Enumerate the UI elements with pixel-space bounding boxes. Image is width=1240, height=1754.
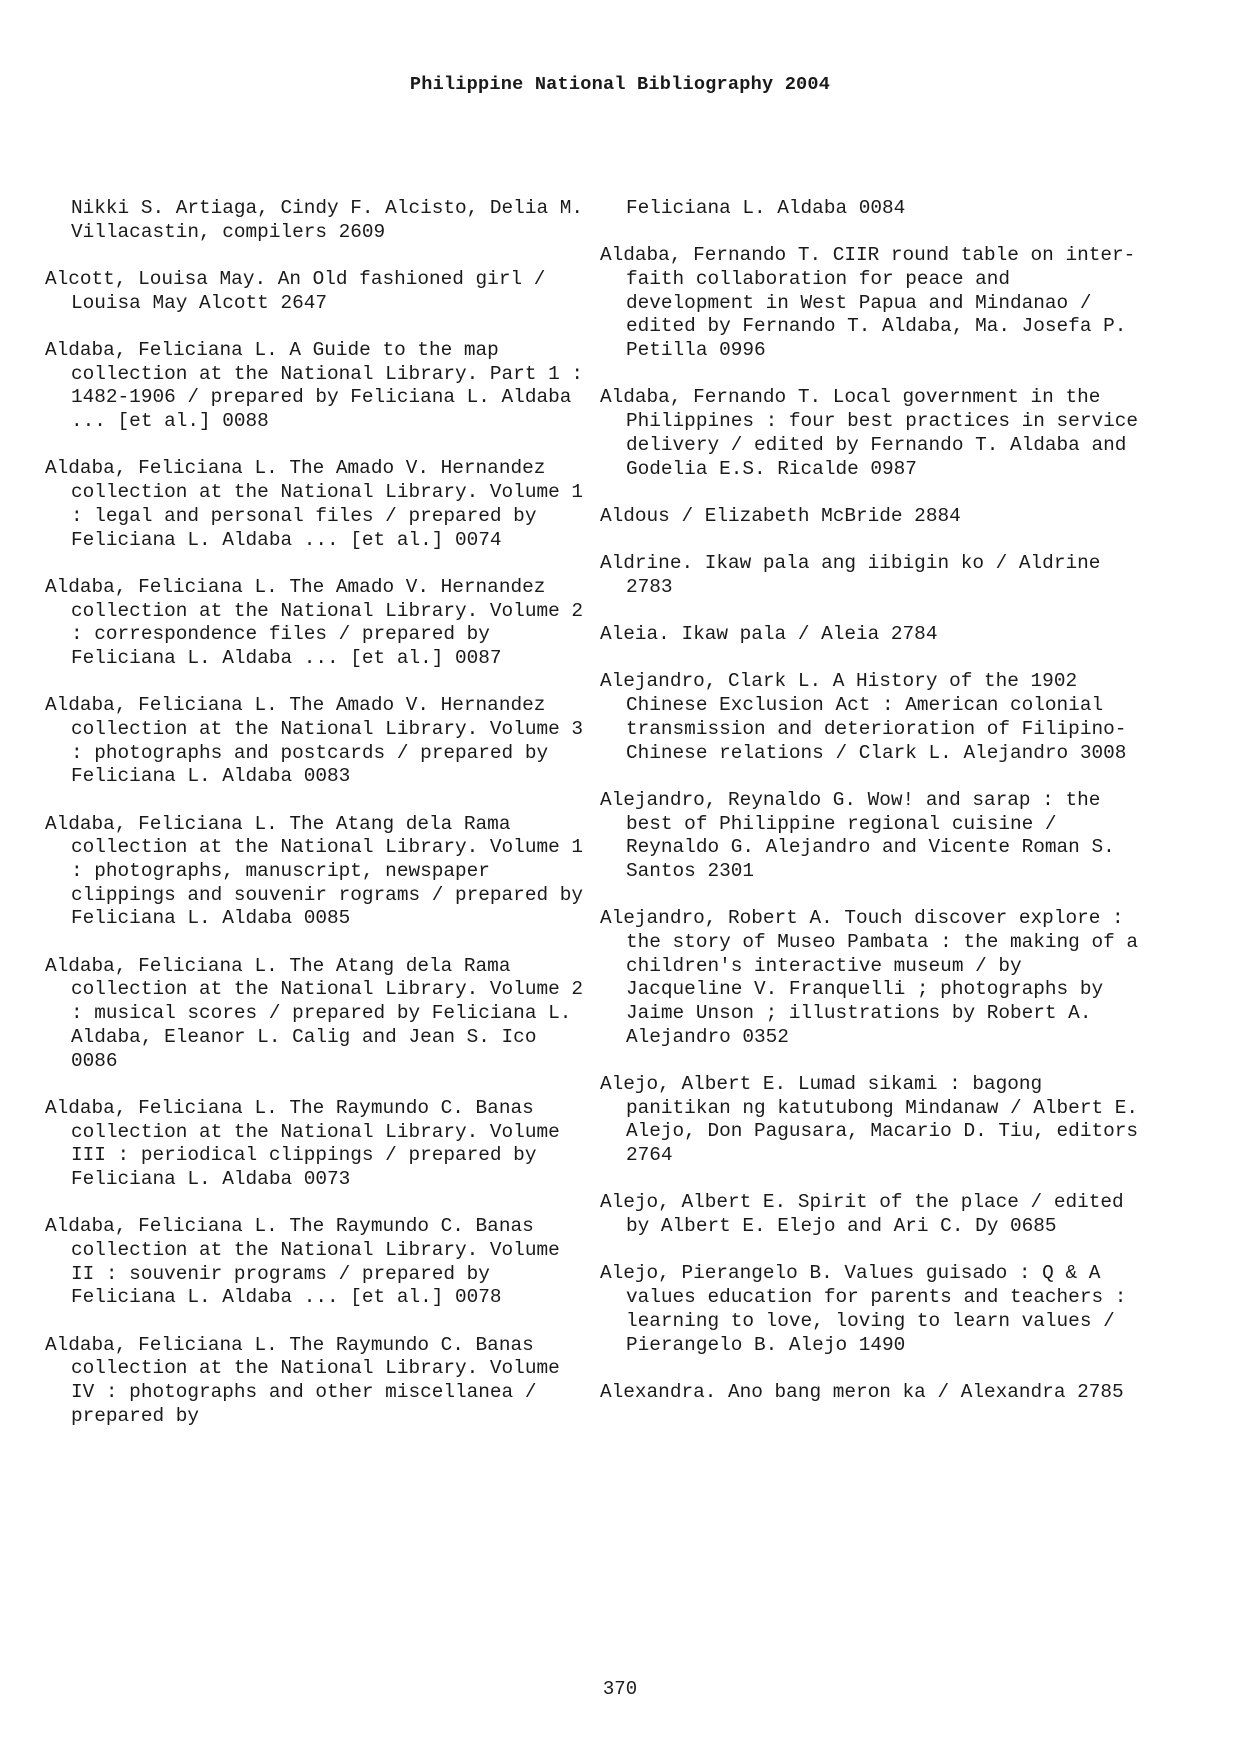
right-column bbox=[600, 197, 1140, 1428]
bibliography-entry: Aldaba, Feliciana L. The Raymundo C. Banas collection at the National Library. Volume III : periodical clippings / prepared by Feliciana L. Aldaba 0073 bbox=[45, 1096, 560, 1190]
bibliography-entry: Aldaba, Fernando T. Local government in the Philippines : four best practices in service delivery / edited by Fernando T. Aldaba and Godelia E.S. Ricalde 0987 bbox=[600, 386, 1138, 480]
bibliography-entry: Alejandro, Robert A. Touch discover explore : the story of Museo Pambata : the making of a children's interactive museum / by Jacqueline V. Franquelli ; photographs by Jaime Unson ; illustrations by Robert A. Alejandro 0352 bbox=[600, 907, 1138, 1048]
bibliography-entry: Aldrine. Ikaw pala ang iibigin ko / Aldrine 2783 bbox=[600, 552, 1101, 598]
bibliography-entry: Aldaba, Feliciana L. The Atang dela Rama collection at the National Library. Volume 2 : musical scores / prepared by Feliciana L. Aldaba, Eleanor L. Calig and Jean S. Ico 0086 bbox=[45, 954, 583, 1072]
bibliography-entry: Aldous / Elizabeth McBride 2884 bbox=[600, 504, 961, 527]
bibliography-entry: Aldaba, Feliciana L. The Amado V. Hernandez collection at the National Library. Volume 3 : photographs and postcards / prepared by Feliciana L. Aldaba 0083 bbox=[45, 694, 583, 788]
bibliography-entry: Aldaba, Feliciana L. The Raymundo C. Banas collection at the National Library. Volume II : souvenir programs / prepared by Feliciana L. Aldaba ... [et al.] 0078 bbox=[45, 1215, 560, 1309]
bibliography-entry: Alejo, Pierangelo B. Values guisado : Q & A values education for parents and teachers : learning to love, loving to learn values / Pierangelo B. Alejo 1490 bbox=[600, 1262, 1127, 1356]
bibliography-entry: Aldaba, Feliciana L. The Raymundo C. Banas collection at the National Library. Volume IV : photographs and other miscellanea / prepared by bbox=[45, 1333, 560, 1427]
page-title: Philippine National Bibliography 2004 bbox=[409, 74, 831, 95]
bibliography-entry: Aldaba, Feliciana L. The Amado V. Hernandez collection at the National Library. Volume 2 : correspondence files / prepared by Feliciana L. Aldaba ... [et al.] 0087 bbox=[45, 575, 583, 669]
page-number: 370 bbox=[602, 1678, 638, 1700]
bibliography-entry: Aldaba, Fernando T. CIIR round table on inter-faith collaboration for peace and development in West Papua and Mindanao / edited by Fernando T. Aldaba, Ma. Josefa P. Petilla 0996 bbox=[600, 244, 1136, 362]
bibliography-entry: Alejandro, Clark L. A History of the 1902 Chinese Exclusion Act : American colonial transmission and deterioration of Filipino-Chinese relations / Clark L. Alejandro 3008 bbox=[600, 670, 1127, 764]
bibliography-entry: Alejo, Albert E. Lumad sikami : bagong panitikan ng katutubong Mindanaw / Albert E. Alejo, Don Pagusara, Macario D. Tiu, editors 2764 bbox=[600, 1073, 1138, 1167]
bibliography-entry: Aldaba, Feliciana L. A Guide to the map collection at the National Library. Part 1 : 1482-1906 / prepared by Feliciana L. Aldaba ... [et al.] 0088 bbox=[45, 339, 583, 433]
bibliography-entry: Aleia. Ikaw pala / Aleia 2784 bbox=[600, 623, 938, 646]
bibliography-entry: Aldaba, Feliciana L. The Atang dela Rama collection at the National Library. Volume 1 : photographs, manuscript, newspaper clippings and souvenir rograms / prepared by Feliciana L. Aldaba 0085 bbox=[45, 812, 583, 930]
bibliography-entry: Aldaba, Feliciana L. The Amado V. Hernandez collection at the National Library. Volume 1 : legal and personal files / prepared by Feliciana L. Aldaba ... [et al.] 0074 bbox=[45, 457, 583, 551]
bibliography-entry: Nikki S. Artiaga, Cindy F. Alcisto, Delia M. Villacastin, compilers 2609 bbox=[71, 197, 583, 243]
bibliography-entry: Alejandro, Reynaldo G. Wow! and sarap : the best of Philippine regional cuisine / Reynaldo G. Alejandro and Vicente Roman S. Santos 2301 bbox=[600, 788, 1115, 882]
bibliography-entry: Alexandra. Ano bang meron ka / Alexandra 2785 bbox=[600, 1380, 1124, 1403]
bibliography-entry: Alcott, Louisa May. An Old fashioned girl / Louisa May Alcott 2647 bbox=[45, 268, 546, 314]
bibliography-entry: Alejo, Albert E. Spirit of the place / edited by Albert E. Elejo and Ari C. Dy 0685 bbox=[600, 1191, 1124, 1238]
left-column bbox=[45, 197, 585, 1452]
bibliography-entry: Feliciana L. Aldaba 0084 bbox=[626, 197, 906, 219]
